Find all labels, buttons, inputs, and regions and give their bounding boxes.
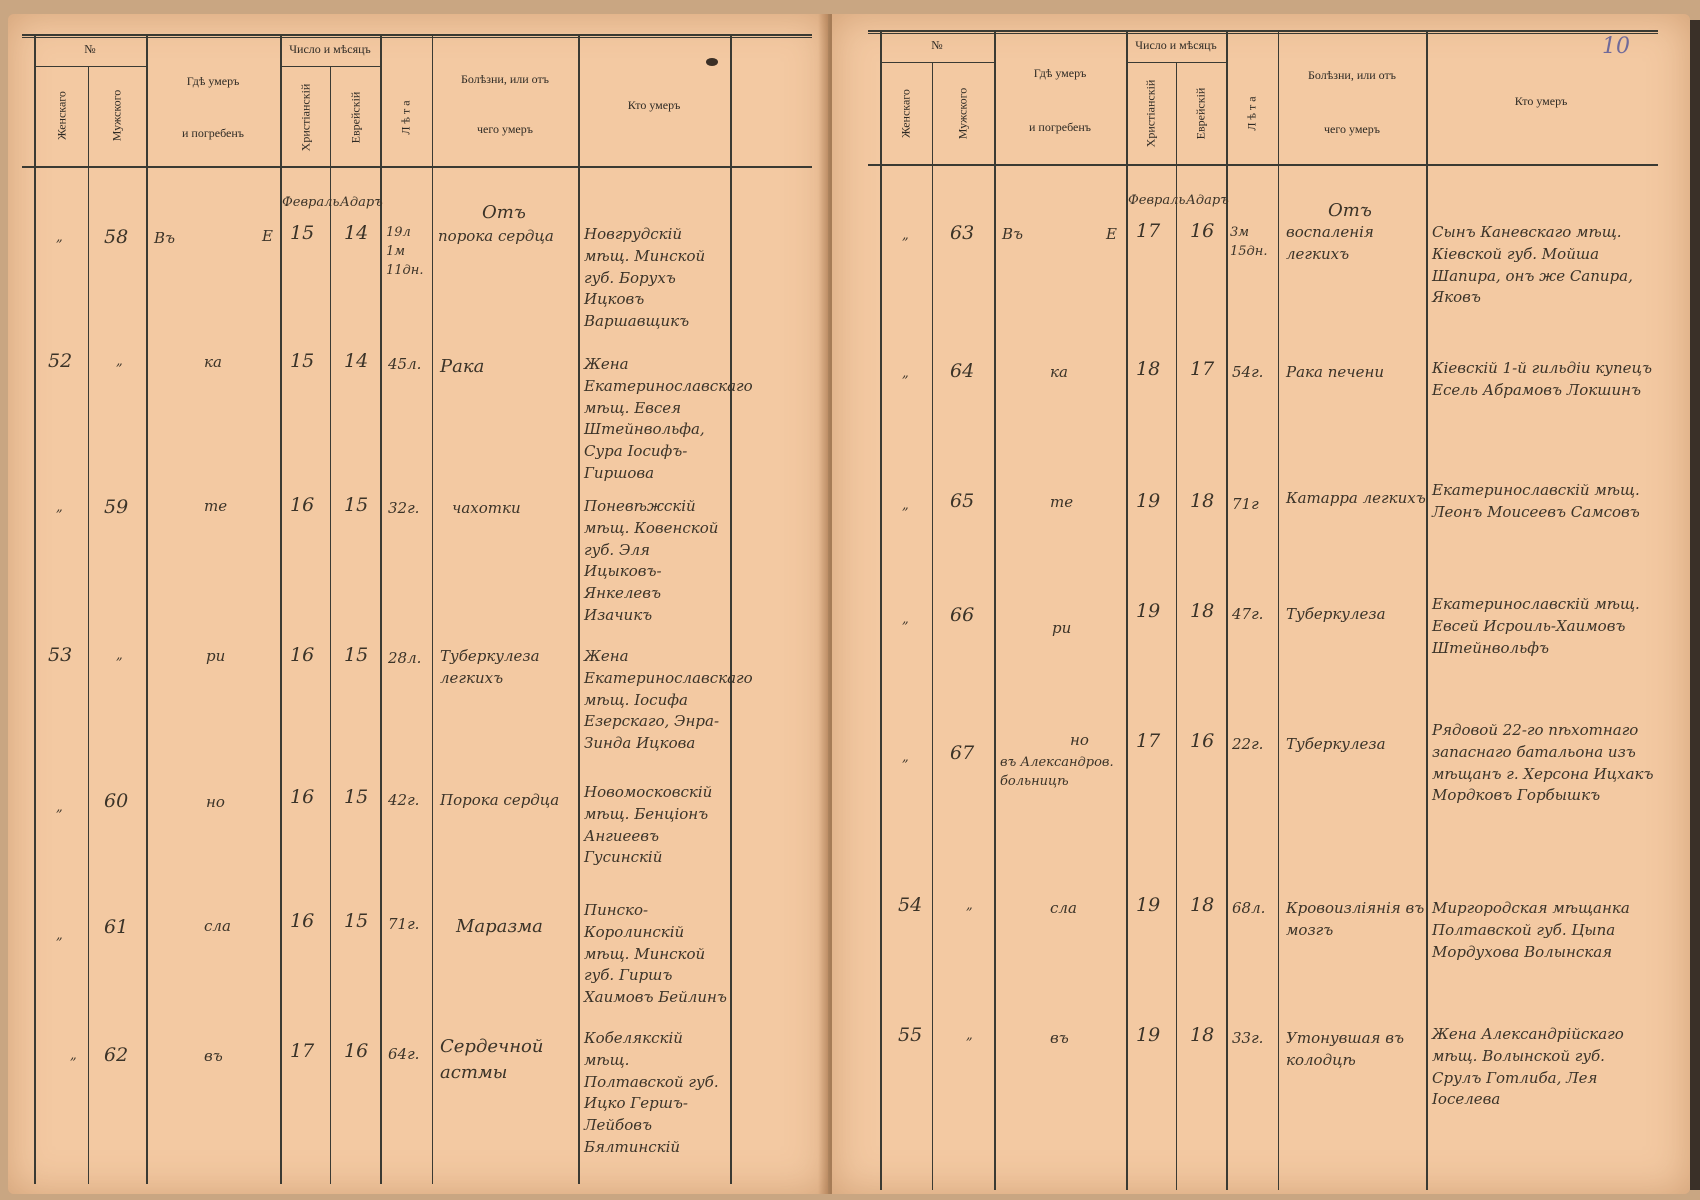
- right-row6-where: сла: [1050, 899, 1077, 917]
- right-row1-where: Въ: [1002, 225, 1024, 243]
- right-row3-female: „: [902, 498, 909, 513]
- right-row2-female: „: [902, 366, 909, 381]
- left-row1-jewish: 14: [344, 222, 369, 244]
- left-row4-male: „: [116, 648, 123, 663]
- right-row5-where: но: [1070, 731, 1089, 749]
- right-row5-female: „: [902, 750, 909, 765]
- right-row1-male: 63: [950, 222, 975, 244]
- left-row1-age: 19л 1м 11дн.: [386, 225, 424, 278]
- right-row5-jewish: 16: [1190, 730, 1215, 752]
- right-row7-male: „: [966, 1028, 973, 1043]
- right-row5-who: Рядовой 22-го пѣхотнаго запаснаго батальона изъ мѣщанъ г. Херсона Ицхакъ Мордковъ Горбышкъ: [1432, 721, 1654, 805]
- left-row7-cause: Сердечной астмы: [440, 1036, 544, 1084]
- r-female-header: Женскаго: [898, 89, 913, 138]
- r-month-jewish: Адаръ: [1186, 193, 1229, 208]
- left-row2-age: 45л.: [388, 355, 422, 373]
- right-row4-jewish: 18: [1190, 600, 1215, 622]
- left-row7-christian: 17: [290, 1040, 315, 1062]
- who-died-header: Кто умеръ: [627, 98, 681, 112]
- left-row1-where-b: Е: [262, 227, 273, 245]
- right-row5-cause: Туберкулеза: [1286, 735, 1386, 753]
- cause-header-handwritten: Отъ: [482, 202, 526, 223]
- right-row2-male: 64: [950, 360, 975, 382]
- left-row5-male: 60: [104, 790, 129, 812]
- left-row1-christian: 15: [290, 222, 315, 244]
- where-buried-header: и погребенъ: [182, 126, 244, 140]
- right-row6-age: 68л.: [1232, 899, 1266, 917]
- page-number: 10: [1602, 34, 1630, 59]
- r-christian-header: Христіанскій: [1143, 79, 1158, 148]
- left-row2-male: „: [116, 354, 123, 369]
- left-row5-where: но: [206, 793, 225, 811]
- left-row6-cause: Маразма: [456, 916, 543, 937]
- left-row2-christian: 15: [290, 350, 315, 372]
- right-row2-who: Кіевскій 1-й гильдіи купецъ Есель Абрамовъ Локшинъ: [1432, 359, 1652, 399]
- right-row7-where: въ: [1050, 1029, 1069, 1047]
- right-row4-where: ри: [1052, 619, 1072, 637]
- right-row2-age: 54г.: [1232, 363, 1264, 381]
- left-row4-christian: 16: [290, 644, 315, 666]
- where-died-header: Гдѣ умеръ: [186, 74, 240, 88]
- right-row1-cause: воспаленія легкихъ: [1286, 223, 1374, 263]
- left-row1-cause: порока сердца: [438, 227, 554, 245]
- left-row3-christian: 16: [290, 494, 315, 516]
- left-row5-age: 42г.: [388, 791, 420, 809]
- left-row2-jewish: 14: [344, 350, 369, 372]
- right-row6-christian: 19: [1136, 894, 1161, 916]
- left-row6-female: „: [56, 928, 63, 943]
- left-row7-female: „: [70, 1048, 77, 1063]
- left-row6-where: сла: [204, 917, 231, 935]
- left-row3-cause: чахотки: [452, 499, 521, 517]
- right-row5-age: 22г.: [1232, 735, 1264, 753]
- month-christian: Февраль: [282, 195, 340, 210]
- left-row4-female: 53: [48, 644, 73, 666]
- right-row7-who: Жена Александрійскаго мѣщ. Волынской губ. Срулъ Готлиба, Лея Іоселева: [1432, 1025, 1624, 1109]
- right-row7-christian: 19: [1136, 1024, 1161, 1046]
- right-row3-jewish: 18: [1190, 490, 1215, 512]
- r-who-died-header: Кто умеръ: [1514, 94, 1568, 108]
- left-row5-jewish: 15: [344, 786, 369, 808]
- left-row4-where: ри: [206, 647, 226, 665]
- right-row2-where: ка: [1050, 363, 1068, 381]
- right-row2-jewish: 17: [1190, 358, 1215, 380]
- jewish-header: Еврейскій: [348, 91, 363, 144]
- book-edge: [1690, 20, 1700, 1190]
- r-male-header: Мужского: [955, 87, 970, 140]
- r-years-header: Л ѣ т а: [1244, 96, 1259, 131]
- left-row1-female: „: [56, 230, 63, 245]
- right-row3-male: 65: [950, 490, 975, 512]
- right-row3-where: те: [1050, 493, 1074, 511]
- left-row3-female: „: [56, 500, 63, 515]
- right-row4-christian: 19: [1136, 600, 1161, 622]
- right-row1-christian: 17: [1136, 220, 1161, 242]
- left-row3-where: те: [204, 497, 228, 515]
- right-row2-christian: 18: [1136, 358, 1161, 380]
- left-row7-where: въ: [204, 1047, 223, 1065]
- right-row3-christian: 19: [1136, 490, 1161, 512]
- left-row3-jewish: 15: [344, 494, 369, 516]
- left-row3-who: Поневѣжскій мѣщ. Ковенской губ. Эля Ицыковъ-Янкелевъ Изачикъ: [584, 497, 719, 624]
- left-row6-jewish: 15: [344, 910, 369, 932]
- right-row7-age: 33г.: [1232, 1029, 1264, 1047]
- right-page: [832, 14, 1690, 1194]
- left-row1-who: Новгрудскій мѣщ. Минской губ. Борухъ Ицковъ Варшавщикъ: [584, 225, 706, 330]
- r-jewish-header: Еврейскій: [1193, 87, 1208, 140]
- r-date-header: Число и мѣсяцъ: [1135, 38, 1217, 52]
- right-row6-who: Миргородская мѣщанка Полтавской губ. Цыпа Мордухова Волынская: [1432, 899, 1630, 961]
- left-row3-male: 59: [104, 496, 129, 518]
- r-month-christian: Февраль: [1128, 193, 1186, 208]
- right-row1-where-b: Е: [1106, 225, 1117, 243]
- right-row5-christian: 17: [1136, 730, 1161, 752]
- left-row5-female: „: [56, 800, 63, 815]
- left-row4-age: 28л.: [388, 649, 422, 667]
- left-row5-cause: Порока сердца: [440, 791, 560, 809]
- left-row2-where: ка: [204, 353, 222, 371]
- years-header: Л ѣ т а: [398, 100, 413, 135]
- right-row7-female: 55: [898, 1024, 923, 1046]
- right-row4-female: „: [902, 612, 909, 627]
- left-page: [8, 14, 828, 1194]
- right-row1-age: 3м 15дн.: [1230, 225, 1268, 259]
- right-row4-who: Екатеринославскій мѣщ. Евсей Исроиль-Хаимовъ Штейнвольфъ: [1432, 595, 1640, 657]
- right-row4-male: 66: [950, 604, 975, 626]
- r-number-header: №: [931, 38, 943, 52]
- left-row3-age: 32г.: [388, 499, 420, 517]
- left-row1-male: 58: [104, 226, 129, 248]
- right-row1-jewish: 16: [1190, 220, 1215, 242]
- left-row2-who: Жена Екатеринославскаго мѣщ. Евсея Штейнвольфа, Сура Іосифъ-Гиршова: [584, 355, 753, 482]
- r-illness-header-cont: чего умеръ: [1324, 122, 1380, 136]
- r-where-buried-header: и погребенъ: [1029, 120, 1091, 134]
- binding-hole: [706, 58, 718, 66]
- male-header: Мужского: [109, 89, 124, 142]
- left-row7-male: 62: [104, 1044, 129, 1066]
- christian-header: Христіанскій: [298, 83, 313, 152]
- month-jewish: Адаръ: [340, 195, 383, 210]
- right-row4-cause: Туберкулеза: [1286, 605, 1386, 623]
- left-row1-where: Въ: [154, 229, 176, 247]
- date-header: Число и мѣсяцъ: [289, 42, 371, 56]
- left-row6-who: Пинско-Королинскій мѣщ. Минской губ. Гиршъ Хаимовъ Бейлинъ: [584, 901, 727, 1006]
- r-illness-header: Болѣзни, или отъ: [1308, 68, 1396, 82]
- right-row3-cause: Катарра легкихъ: [1286, 489, 1426, 507]
- right-row6-female: 54: [898, 894, 923, 916]
- right-row5-where-b: въ Александров. больницѣ: [1000, 755, 1114, 789]
- illness-header: Болѣзни, или отъ: [461, 72, 549, 86]
- left-row6-male: 61: [104, 916, 129, 938]
- left-row5-who: Новомосковскій мѣщ. Бенціонъ Ангиеевъ Гусинскій: [584, 783, 713, 867]
- right-row7-cause: Утонувшая въ колодцѣ: [1286, 1029, 1404, 1069]
- left-row2-cause: Рака: [440, 356, 485, 377]
- number-header: №: [84, 42, 96, 56]
- right-row2-cause: Рака печени: [1286, 363, 1384, 381]
- right-row6-cause: Кровоизліянія въ мозгъ: [1286, 899, 1425, 939]
- left-row5-christian: 16: [290, 786, 315, 808]
- left-row4-jewish: 15: [344, 644, 369, 666]
- right-row5-male: 67: [950, 742, 975, 764]
- right-row6-male: „: [966, 898, 973, 913]
- right-row4-age: 47г.: [1232, 605, 1264, 623]
- right-row3-age: 71г: [1232, 495, 1259, 513]
- right-row1-female: „: [902, 228, 909, 243]
- r-cause-header-handwritten: Отъ: [1328, 200, 1372, 221]
- left-row6-age: 71г.: [388, 915, 420, 933]
- left-row7-jewish: 16: [344, 1040, 369, 1062]
- left-row6-christian: 16: [290, 910, 315, 932]
- left-row4-who: Жена Екатеринославскаго мѣщ. Іосифа Езерскаго, Энра-Зинда Ицкова: [584, 647, 753, 752]
- left-row4-cause: Туберкулеза легкихъ: [440, 647, 540, 687]
- illness-header-cont: чего умеръ: [477, 122, 533, 136]
- r-where-died-header: Гдѣ умеръ: [1033, 66, 1087, 80]
- left-row7-who: Кобелякскій мѣщ. Полтавской губ. Ицко Гершъ-Лейбовъ Бялтинскій: [584, 1029, 719, 1156]
- right-row6-jewish: 18: [1190, 894, 1215, 916]
- left-row2-female: 52: [48, 350, 73, 372]
- right-row7-jewish: 18: [1190, 1024, 1215, 1046]
- right-row3-who: Екатеринославскій мѣщ. Леонъ Моисеевъ Самсовъ: [1432, 481, 1640, 521]
- right-row1-who: Сынъ Каневскаго мѣщ. Кіевской губ. Мойша Шапира, онъ же Сапира, Яковъ: [1432, 223, 1633, 307]
- left-row7-age: 64г.: [388, 1045, 420, 1063]
- female-header: Женскаго: [54, 91, 69, 140]
